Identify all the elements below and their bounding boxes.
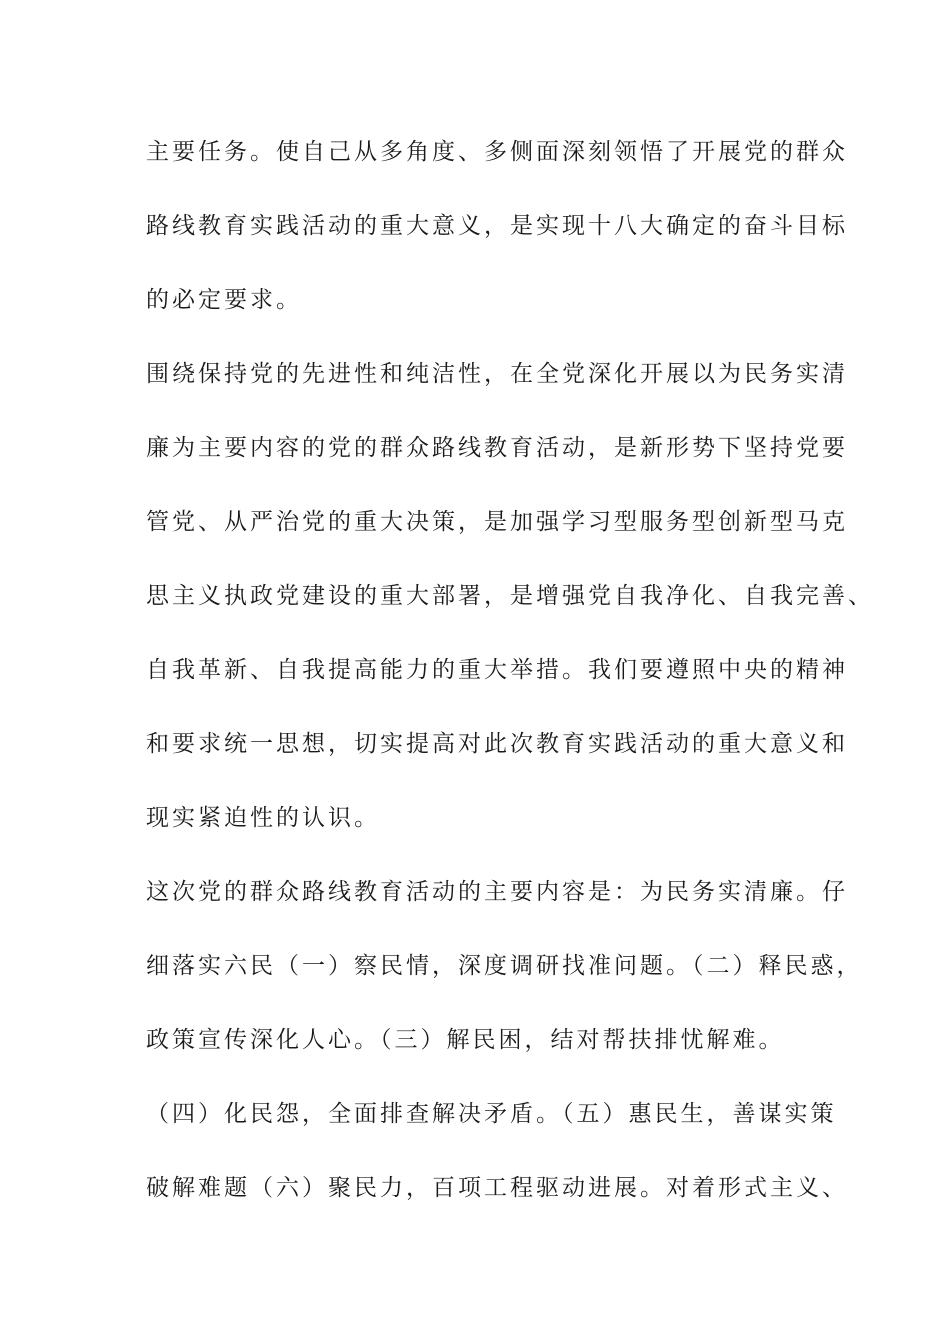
text-line: 廉为主要内容的党的群众路线教育活动，是新形势下坚持党要 [146, 435, 848, 461]
text-line: 路线教育实践活动的重大意义，是实现十八大确定的奋斗目标 [146, 213, 848, 239]
text-line: 围绕保持党的先进性和纯洁性，在全党深化开展以为民务实清 [146, 361, 848, 387]
text-line: 管党、从严治党的重大决策，是加强学习型服务型创新型马克 [146, 509, 848, 535]
text-line: 现实紧迫性的认识。 [146, 805, 380, 831]
text-line: 细落实六民（一）察民情，深度调研找准问题。（二）释民惑， [146, 953, 863, 979]
text-line: 和要求统一思想，切实提高对此次教育实践活动的重大意义和 [146, 731, 848, 757]
text-line: 思主义执政党建设的重大部署，是增强党自我净化、自我完善、 [146, 583, 874, 609]
body-text [146, 126, 874, 1236]
text-line: （四）化民怨，全面排查解决矛盾。（五）惠民生，善谋实策 [146, 1101, 837, 1127]
text-line: 主要任务。使自己从多角度、多侧面深刻领悟了开展党的群众 [146, 139, 848, 165]
text-line: 自我革新、自我提高能力的重大举措。我们要遵照中央的精神 [146, 657, 848, 683]
text-line: 的必定要求。 [146, 287, 302, 313]
text-line: 政策宣传深化人心。（三）解民困，结对帮扶排忧解难。 [146, 1027, 785, 1053]
text-line: 破解难题（六）聚民力，百项工程驱动进展。对着形式主义、 [146, 1175, 848, 1201]
text-line: 这次党的群众路线教育活动的主要内容是：为民务实清廉。仔 [146, 879, 848, 905]
